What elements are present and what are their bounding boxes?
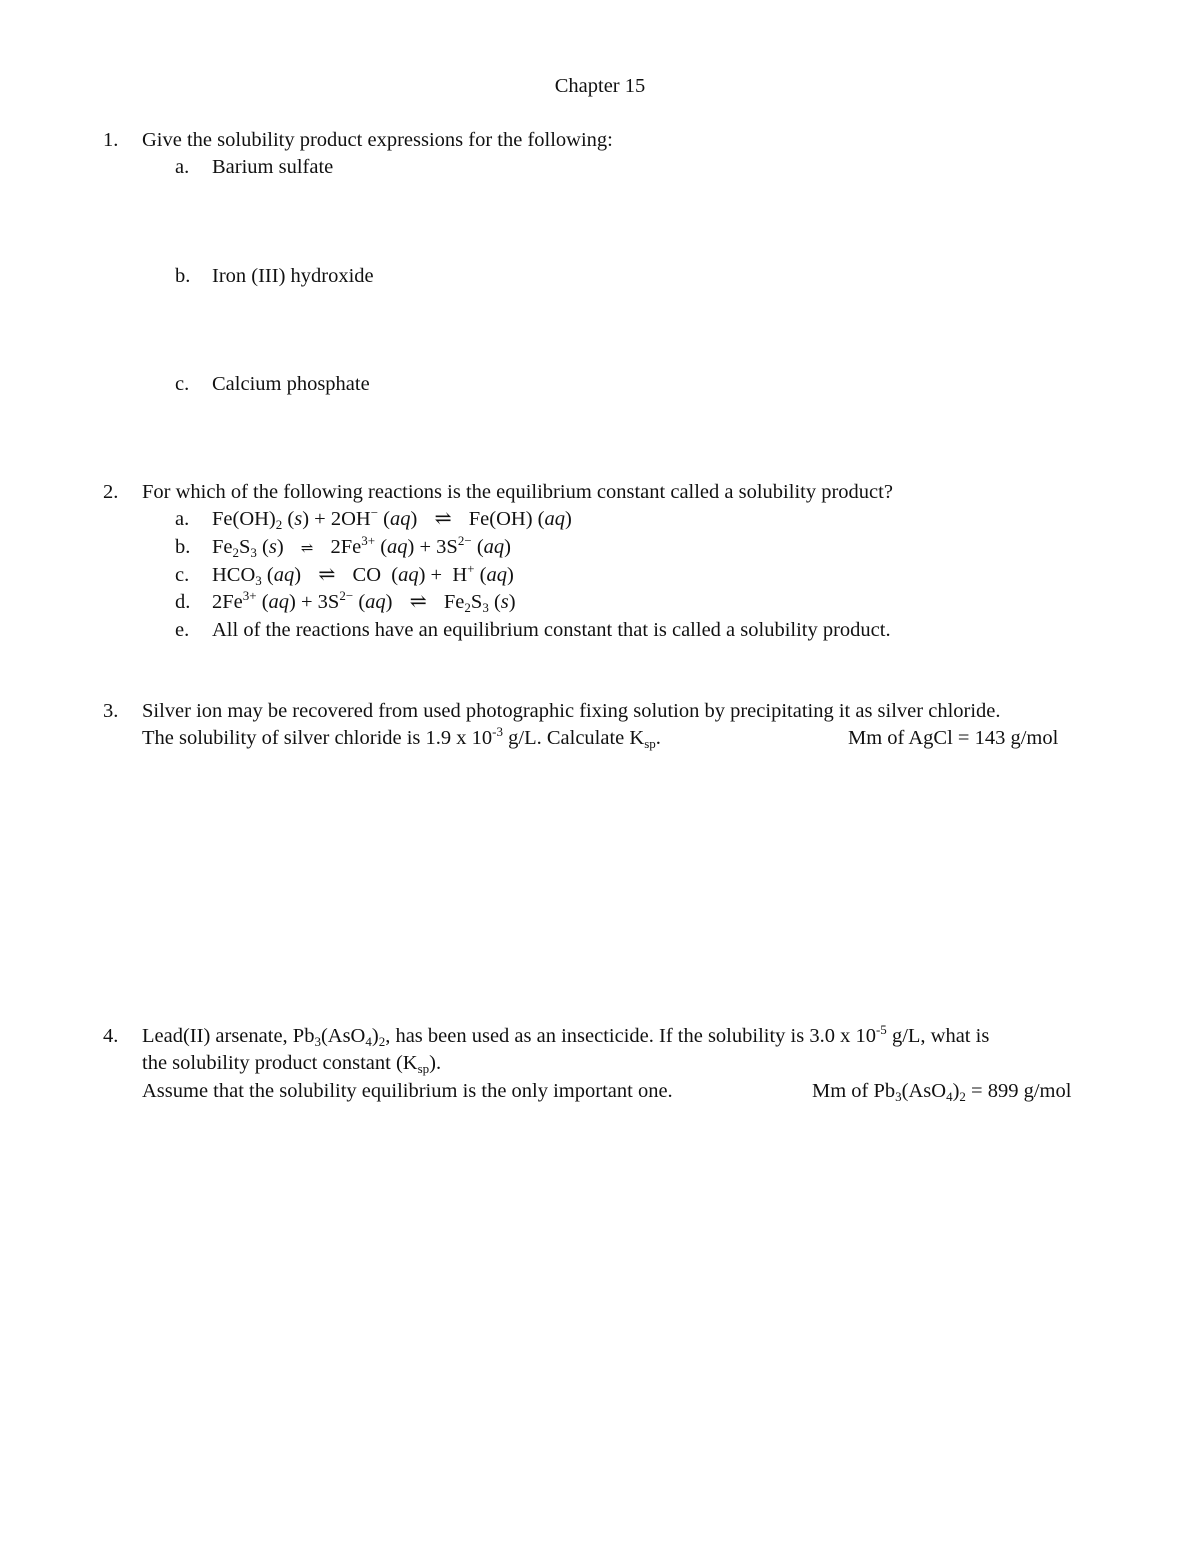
item-letter: c. (175, 373, 190, 395)
item-text: Calcium phosphate (212, 373, 370, 395)
page-title: Chapter 15 (554, 75, 646, 97)
reaction-equation: $2Fe^{3+}$ $(aq) + 3S^{2-}$ (aq) ⇌ $Fe_2S_3$ (s) (212, 588, 516, 615)
item-letter: c. (175, 564, 190, 586)
molar-mass-note: Mm of $Pb_3(AsO_4)_2 = 899$ g/mol (812, 1080, 1072, 1104)
question-text: Silver ion may be recovered from used photographic fixing solution by precipitating it as silver chloride. (142, 700, 1001, 722)
equilibrium-arrow-icon: ⇌ (409, 591, 427, 613)
question-number: 1. (103, 129, 119, 151)
question-text: For which of the following reactions is the equilibrium constant called a solubility product? (142, 481, 893, 503)
item-letter: b. (175, 265, 191, 287)
equilibrium-arrow-icon: ⇌ (434, 508, 452, 530)
item-letter: a. (175, 156, 190, 178)
item-letter: e. (175, 619, 190, 641)
reaction-equation: $Fe_2S_3$ (s) ⇌ $2Fe^{3+}$ $(aq) + 3S^{2-}$ (aq) (212, 533, 511, 560)
item-letter: b. (175, 536, 191, 558)
item-letter: d. (175, 591, 191, 613)
question-number: 2. (103, 481, 119, 503)
item-text: All of the reactions have an equilibrium constant that is called a solubility product. (212, 619, 891, 641)
question-text: Give the solubility product expressions for the following: (142, 129, 613, 151)
item-text: Iron (III) hydroxide (212, 265, 374, 287)
question-number: 4. (103, 1025, 119, 1047)
equilibrium-arrow-icon: ⇌ (318, 564, 336, 586)
item-text: Barium sulfate (212, 156, 334, 178)
reaction-equation: $Fe(OH)_2$ (s) + 2OH− (aq) ⇌ Fe(OH) (aq) (212, 505, 572, 532)
question-text: Lead(II) arsenate, $Pb_3(AsO_4)_2$, has been used as an insecticide. If the solubility is 3.0 x $10^{-5}$ g/L, what is (142, 1022, 990, 1049)
question-text-line2: The solubility of silver chloride is 1.9 x $10^{-3}$ g/L. Calculate $K_{sp}$. (142, 724, 661, 751)
question-text-line2: the solubility product constant $(K_{sp})$. (142, 1052, 442, 1076)
question-text-line3: Assume that the solubility equilibrium is the only important one. (142, 1080, 673, 1102)
question-number: 3. (103, 700, 119, 722)
reaction-equation: $HCO_3$ (aq) ⇌ CO (aq) + H+ (aq) (212, 561, 514, 588)
item-letter: a. (175, 508, 190, 530)
equilibrium-arrow-icon: ⇌ (300, 541, 314, 557)
molar-mass-note: Mm of AgCl = 143 g/mol (848, 727, 1059, 749)
